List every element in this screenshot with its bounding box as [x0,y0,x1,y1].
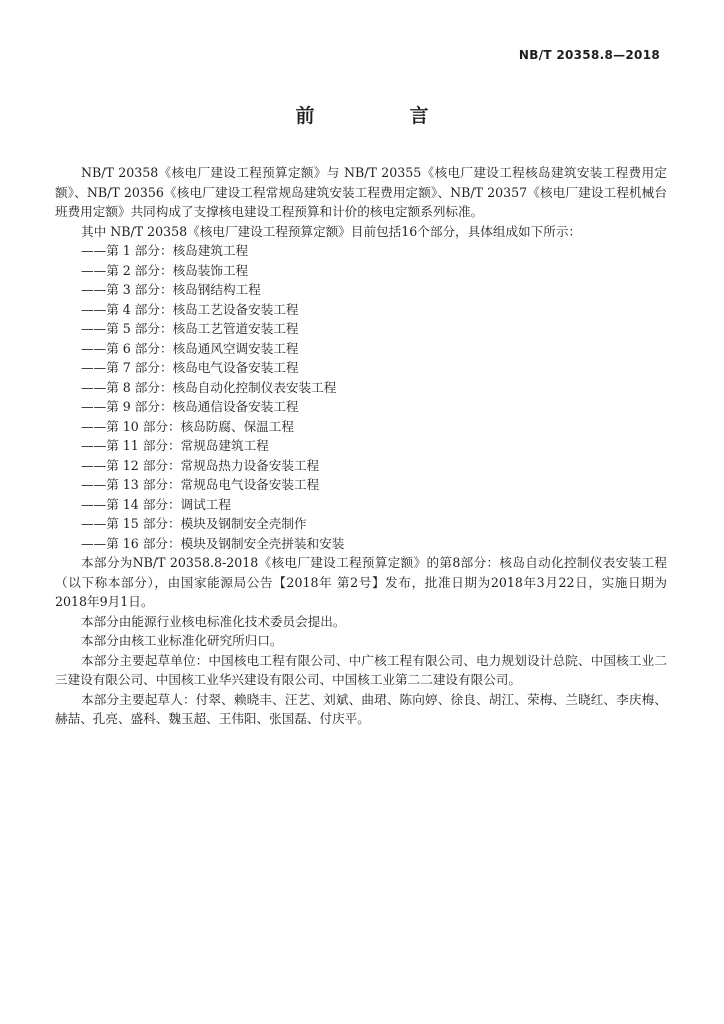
administrator-paragraph: 本部分由核工业标准化研究所归口。 [81,633,283,648]
list-item: ——第 16 部分：模块及钢制安全壳拼装和安装 [81,535,345,551]
list-item: ——第 12 部分：常规岛热力设备安装工程 [81,457,320,473]
list-item: ——第 10 部分：核岛防腐、保温工程 [81,418,294,434]
list-item: ——第 8 部分：核岛自动化控制仪表安装工程 [81,379,337,395]
intro-paragraph-2: 其中 NB/T 20358《核电厂建设工程预算定额》目前包括16个部分，具体组成如下所示： [81,223,582,239]
list-item: ——第 9 部分：核岛通信设备安装工程 [81,399,299,414]
intro-paragraph-1: NB/T 20358《核电厂建设工程预算定额》与 NB/T 20355《核电厂建设工程核岛建筑安装工程费用定额》、NB/T 20356《核电厂建设工程常规岛建筑安装工程费用定额》、NB/T 20357《核电厂建设工程机械台班费用定额》共同构成了支撑核电建设工程预算和计价的核电定额系列标准。 [55,165,667,219]
document-body [55,163,667,729]
list-item: ——第 4 部分：核岛工艺设备安装工程 [81,301,299,317]
list-item: ——第 1 部分：核岛建筑工程 [81,243,249,258]
standard-code: NB/T 20358.8—2018 [518,48,660,62]
list-item: ——第 2 部分：核岛装饰工程 [81,262,249,278]
proposer-paragraph: 本部分由能源行业核电标准化技术委员会提出。 [81,613,346,629]
list-item: ——第 6 部分：核岛通风空调安装工程 [81,340,299,356]
list-item: ——第 11 部分：常规岛建筑工程 [81,438,269,453]
publication-paragraph: 本部分为NB/T 20358.8-2018《核电厂建设工程预算定额》的第8部分：核岛自动化控制仪表安装工程（以下称本部分），由国家能源局公告【2018年 第2号】发布，批准日期为2018年3月22日，实施日期为2018年9月1日。 [55,555,667,609]
drafting-units-paragraph: 本部分主要起草单位：中国核电工程有限公司、中广核工程有限公司、电力规划设计总院、中国核工业二三建设有限公司、中国核工业华兴建设有限公司、中国核工业第二二建设有限公司。 [55,652,667,687]
drafters-paragraph: 本部分主要起草人：付翠、赖晓丰、汪艺、刘斌、曲珺、陈向婷、徐良、胡江、荣梅、兰晓红、李庆梅、赫喆、孔亮、盛科、魏玉超、王伟阳、张国磊、付庆平。 [55,691,667,726]
list-item: ——第 3 部分：核岛钢结构工程 [81,282,261,297]
list-item: ——第 5 部分：核岛工艺管道安装工程 [81,321,299,336]
list-item: ——第 15 部分：模块及钢制安全壳制作 [81,516,307,531]
list-item: ——第 14 部分：调试工程 [81,496,231,512]
parts-list [55,241,667,553]
page-title: 前 言 [295,105,467,127]
list-item: ——第 7 部分：核岛电气设备安装工程 [81,360,299,375]
list-item: ——第 13 部分：常规岛电气设备安装工程 [81,477,320,492]
